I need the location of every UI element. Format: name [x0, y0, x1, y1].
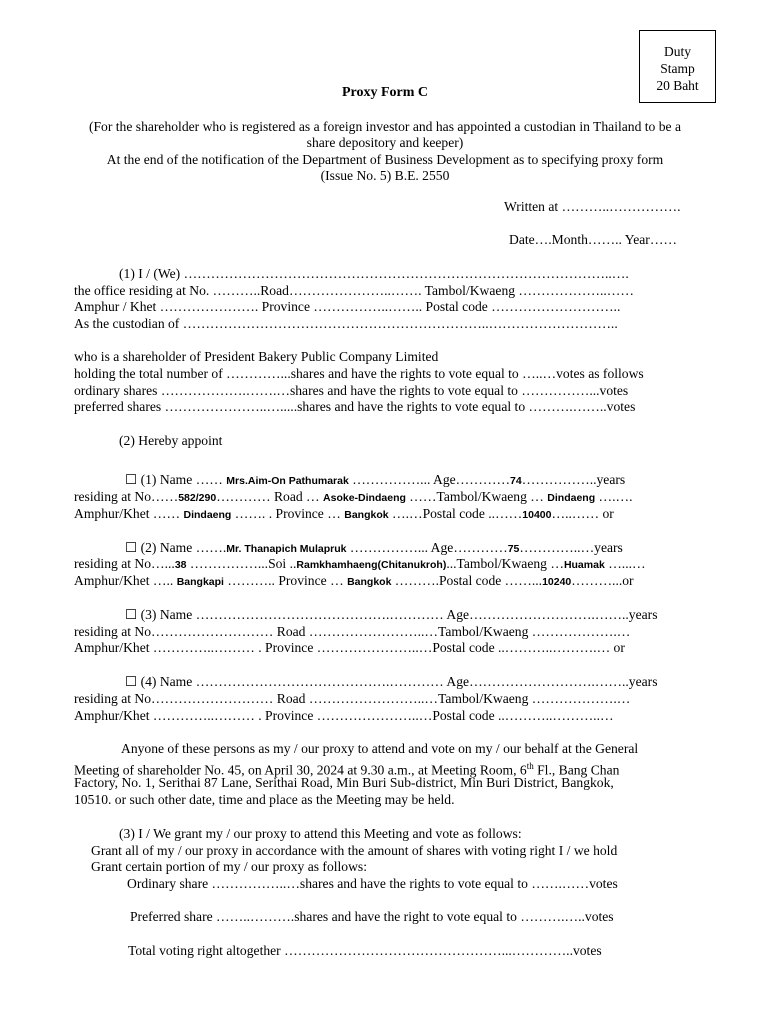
proxy-1-postal-code: 10400: [522, 509, 552, 521]
written-at-field: Written at ………..…………….: [504, 199, 681, 214]
preferred-share-line: Preferred share ……..……….shares and have the right to vote equal to ……….…..votes: [130, 909, 614, 924]
proxy-3-address-line: residing at No……………………… Road ……………………..…Tambol/Kwaeng ……………….…: [74, 624, 631, 639]
proxy-1-age: 74: [510, 475, 522, 487]
subtitle-line-1: (For the shareholder who is registered as a foreign investor and has appointed a custodian in Thailand to be a: [88, 119, 682, 134]
proxy-2-name: Mr. Thanapich Mulapruk: [226, 543, 347, 555]
shareholder-line-4: preferred shares …………………..….....shares and have the rights to vote equal to ……….……..votes: [74, 399, 636, 414]
subtitle-line-3: At the end of the notification of the Department of Business Development as to specifying proxy form: [106, 152, 664, 167]
proxy-1-tambol: Dindaeng: [547, 492, 596, 504]
proxy-1-province: Bangkok: [344, 509, 389, 521]
proxy-4-name-line: ☐ (4) Name …………………………………….………… Age……………………….……..years: [125, 674, 658, 689]
meeting-paragraph-line-4: 10510. or such other date, time and place as the Meeting may be held.: [74, 792, 455, 807]
proxy-1-district-line: Amphur/Khet …… Dindaeng ……. . Province … Bangkok ….…Postal code ..……10400…..…… or: [74, 506, 614, 521]
meeting-paragraph-line-2: Meeting of shareholder No. 45, on April 30, 2024 at 9.30 a.m., at Meeting Room, 6th Fl., Bang Chan: [74, 761, 620, 778]
proxy-2-amphur: Bangkapi: [176, 576, 224, 588]
ordinary-share-line: Ordinary share ……………..…shares and have the rights to vote equal to …….……votes: [127, 876, 618, 891]
proxy-4-district-line: Amphur/Khet …………..……… . Province …………………..…Postal code ..………..………..…: [74, 708, 614, 723]
proxy-1-name: Mrs.Aim-On Pathumarak: [226, 475, 349, 487]
proxy-3-district-line: Amphur/Khet …………..……… . Province …………………..…Postal code ..………..……….… or: [74, 640, 625, 655]
proxy-2-address-line: residing at No…...38 ……………...Soi ..Ramkhamhaeng(Chitanukroh)...Tambol/Kwaeng …Huamak …...…: [74, 556, 646, 571]
proxy-2-postal-code: 10240: [542, 576, 572, 588]
proxy-1-road: Asoke-Dindaeng: [323, 492, 406, 504]
shareholder-line-1: who is a shareholder of President Bakery Public Company Limited: [74, 349, 439, 364]
section-2-heading: (2) Hereby appoint: [119, 433, 223, 448]
proxy-1-house-no: 582/290: [178, 492, 217, 504]
section-1-line-3: Amphur / Khet …………………. Province ……………..…….. Postal code ………………………..: [74, 299, 621, 314]
section-3-line-2: Grant all of my / our proxy in accordance with the amount of shares with voting right I / we hold: [91, 843, 618, 858]
stamp-line-3: 20 Baht: [656, 78, 699, 93]
subtitle-line-4: (Issue No. 5) B.E. 2550: [320, 168, 450, 183]
proxy-4-address-line: residing at No……………………… Road ……………………..…Tambol/Kwaeng ……………….…: [74, 691, 631, 706]
section-3-line-3: Grant certain portion of my / our proxy as follows:: [91, 859, 367, 874]
proxy-1-address-line: residing at No……582/290………… Road … Asoke-Dindaeng ……Tambol/Kwaeng … Dindaeng ….….: [74, 489, 633, 504]
section-1-line-2: the office residing at No. ………..Road…………………..……. Tambol/Kwaeng ………………..……: [74, 283, 634, 298]
date-field: Date….Month…….. Year……: [509, 232, 678, 247]
proxy-2-district-line: Amphur/Khet ….. Bangkapi ……….. Province … Bangkok ……….Postal code ……...10240………...or: [74, 573, 634, 588]
shareholder-line-3: ordinary shares ……………….…….…shares and have the rights to vote equal to ……………...votes: [74, 383, 629, 398]
form-title: Proxy Form C: [341, 85, 429, 100]
meeting-paragraph-line-3: Factory, No. 1, Serithai 87 Lane, Serithai Road, Min Buri Sub-district, Min Buri District, Bangkok,: [74, 775, 614, 790]
section-3-line-1: (3) I / We grant my / our proxy to attend this Meeting and vote as follows:: [119, 826, 522, 841]
proxy-2-house-no: 38: [174, 559, 187, 571]
proxy-2-tambol: Huamak: [563, 559, 605, 571]
proxy-2-province: Bangkok: [347, 576, 392, 588]
shareholder-line-2: holding the total number of …………...shares and have the rights to vote equal to …..…votes as follows: [74, 366, 644, 381]
proxy-3-name-line: ☐ (3) Name …………………………………….………… Age……………………….……..years: [125, 607, 658, 622]
proxy-1-amphur: Dindaeng: [183, 509, 232, 521]
stamp-line-2: Stamp: [660, 61, 695, 76]
proxy-2-age: 75: [507, 543, 520, 555]
proxy-2-name-line: ☐ (2) Name …….Mr. Thanapich Mulapruk ……………... Age…………75…………..…years: [125, 540, 623, 555]
proxy-2-soi: Ramkhamhaeng(Chitanukroh): [296, 559, 447, 571]
subtitle-line-2: share depository and keeper): [306, 135, 464, 150]
meeting-paragraph-line-1: Anyone of these persons as my / our proxy to attend and vote on my / our behalf at the General: [121, 741, 639, 756]
section-1-line-1: (1) I / (We) …………………………………………………………………………………..….: [119, 266, 629, 281]
proxy-1-name-line: ☐ (1) Name …… Mrs.Aim-On Pathumarak ……………... Age…………74……………..years: [125, 472, 626, 487]
section-1-line-4: As the custodian of …………………………………………………………..………………………..: [74, 316, 618, 331]
total-voting-line: Total voting right altogether …………………………………………...…………..votes: [128, 943, 602, 958]
stamp-line-1: Duty: [664, 44, 691, 59]
